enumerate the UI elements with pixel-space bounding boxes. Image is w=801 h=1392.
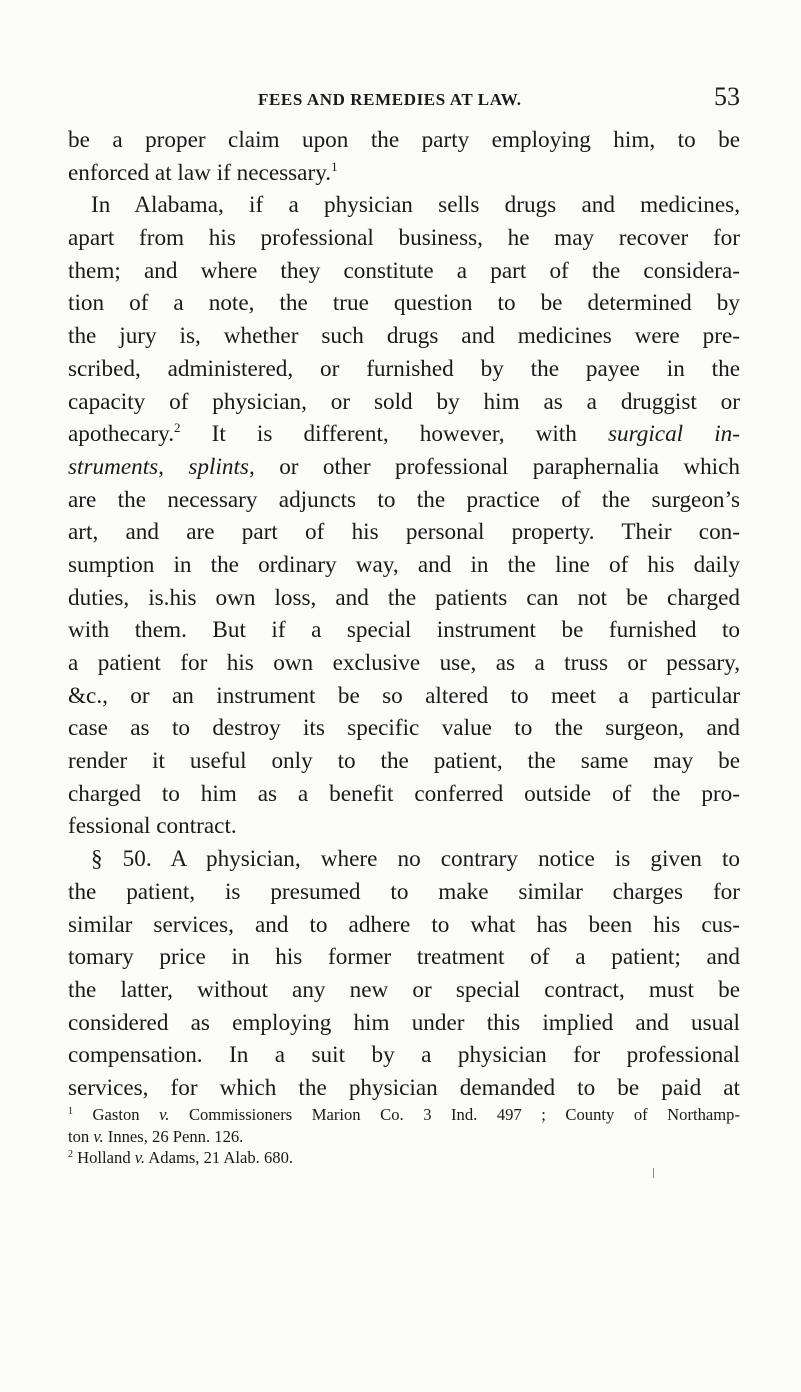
footnote bbox=[68, 1104, 740, 1126]
footnote-text: Adams, 21 Alab. 680. bbox=[145, 1148, 294, 1167]
text-line bbox=[68, 974, 740, 1007]
line-text: services, for which the physician demanded to be paid at bbox=[68, 1074, 740, 1101]
footnote-text: Commissioners Marion Co. 3 Ind. 497 ; County of Northamp- bbox=[169, 1105, 740, 1124]
text-line bbox=[68, 516, 740, 549]
footnote-number: 1 bbox=[68, 1106, 73, 1117]
text-line bbox=[68, 287, 740, 320]
line-text: a patient for his own exclusive use, as a truss or pessary, bbox=[68, 650, 740, 676]
text-line bbox=[68, 418, 740, 451]
text-line bbox=[68, 1007, 740, 1040]
text-line bbox=[68, 745, 740, 778]
text-line bbox=[68, 484, 740, 517]
line-text: art, and are part of his personal property. Their con- bbox=[68, 519, 740, 546]
text-line bbox=[68, 1072, 740, 1105]
line-text: be a proper claim upon the party employing him, to be bbox=[68, 127, 740, 153]
text-line bbox=[68, 222, 740, 255]
text-line bbox=[68, 810, 740, 843]
footnote-number: 2 bbox=[68, 1149, 73, 1160]
line-text: charged to him as a benefit conferred outside of the pro- bbox=[68, 780, 740, 807]
line-text: tion of a note, the true question to be determined by bbox=[68, 290, 740, 317]
line-text: apothecary. bbox=[68, 421, 174, 448]
text-line bbox=[68, 909, 740, 942]
text-line bbox=[68, 189, 740, 222]
italic-text: v. bbox=[159, 1105, 170, 1124]
text-line bbox=[68, 876, 740, 909]
footnote bbox=[68, 1126, 740, 1148]
line-text: It is different, however, with bbox=[180, 421, 608, 448]
footnote-text: Gaston bbox=[92, 1105, 160, 1124]
text-line bbox=[68, 843, 740, 876]
text-line bbox=[68, 451, 740, 484]
line-text: them; and where they constitute a part of the considera- bbox=[68, 257, 740, 284]
text-line bbox=[68, 157, 740, 190]
line-text: the latter, without any new or special contract, must be bbox=[68, 976, 740, 1003]
text-line bbox=[68, 941, 740, 974]
line-text: duties, is.his own loss, and the patients can not be charged bbox=[68, 584, 740, 611]
line-text: the patient, is presumed to make similar charges for bbox=[68, 878, 740, 905]
line-text: compensation. In a suit by a physician for professional bbox=[68, 1042, 740, 1069]
line-text: sumption in the ordinary way, and in the line of his daily bbox=[68, 551, 740, 578]
italic-text: v. bbox=[93, 1126, 104, 1146]
line-text: or other professional paraphernalia which bbox=[254, 453, 740, 480]
text-line bbox=[68, 680, 740, 713]
italic-text: struments, splints, bbox=[68, 453, 255, 480]
line-text: apart from his professional business, he may recover for bbox=[68, 225, 740, 252]
text-line bbox=[68, 582, 740, 615]
line-text: fessional contract. bbox=[68, 813, 237, 840]
line-text: are the necessary adjuncts to the practice of the surgeon’s bbox=[68, 486, 740, 513]
running-head-title: FEES AND REMEDIES AT LAW. bbox=[258, 90, 522, 109]
text-line bbox=[68, 614, 740, 647]
footnote-text: Holland bbox=[77, 1148, 135, 1167]
italic-text: v. bbox=[134, 1148, 146, 1167]
line-text: with them. But if a special instrument be furnished to bbox=[68, 617, 740, 644]
line-text: &c., or an instrument be so altered to meet a particular bbox=[68, 682, 740, 709]
running-head bbox=[0, 64, 801, 111]
line-text: similar services, and to adhere to what has been his cus- bbox=[68, 911, 740, 938]
line-text: § 50. A physician, where no contrary notice is given to bbox=[91, 846, 740, 873]
text-line bbox=[68, 712, 740, 745]
line-text: render it useful only to the patient, the same may be bbox=[68, 748, 740, 775]
footnote bbox=[68, 1147, 740, 1169]
footnote-text: ton bbox=[68, 1126, 94, 1146]
line-text: the jury is, whether such drugs and medicines were pre- bbox=[68, 323, 740, 350]
line-text: scribed, administered, or furnished by the payee in the bbox=[68, 355, 740, 382]
footnote-text: Innes, 26 Penn. 126. bbox=[103, 1126, 244, 1146]
text-line bbox=[68, 124, 740, 157]
footnote-ref: 1 bbox=[331, 158, 338, 174]
text-line bbox=[68, 386, 740, 419]
footnotes bbox=[68, 1104, 740, 1169]
stray-mark bbox=[653, 1168, 654, 1178]
text-line bbox=[68, 353, 740, 386]
line-text: In Alabama, if a physician sells drugs and medicines, bbox=[91, 192, 740, 219]
line-text: enforced at law if necessary. bbox=[68, 159, 332, 186]
text-line bbox=[68, 549, 740, 582]
line-text: considered as employing him under this implied and usual bbox=[68, 1009, 740, 1036]
text-line bbox=[68, 647, 740, 680]
italic-text: surgical in- bbox=[607, 421, 740, 448]
page-number: 53 bbox=[714, 82, 740, 111]
body-text bbox=[68, 124, 740, 1105]
text-line bbox=[68, 320, 740, 353]
text-line bbox=[68, 255, 740, 288]
text-line bbox=[68, 778, 740, 811]
line-text: tomary price in his former treatment of a patient; and bbox=[68, 944, 740, 971]
line-text: case as to destroy its specific value to the surgeon, and bbox=[68, 715, 740, 742]
text-line bbox=[68, 1039, 740, 1072]
footnote-ref: 2 bbox=[174, 420, 181, 436]
line-text: capacity of physician, or sold by him as a druggist or bbox=[68, 388, 740, 415]
